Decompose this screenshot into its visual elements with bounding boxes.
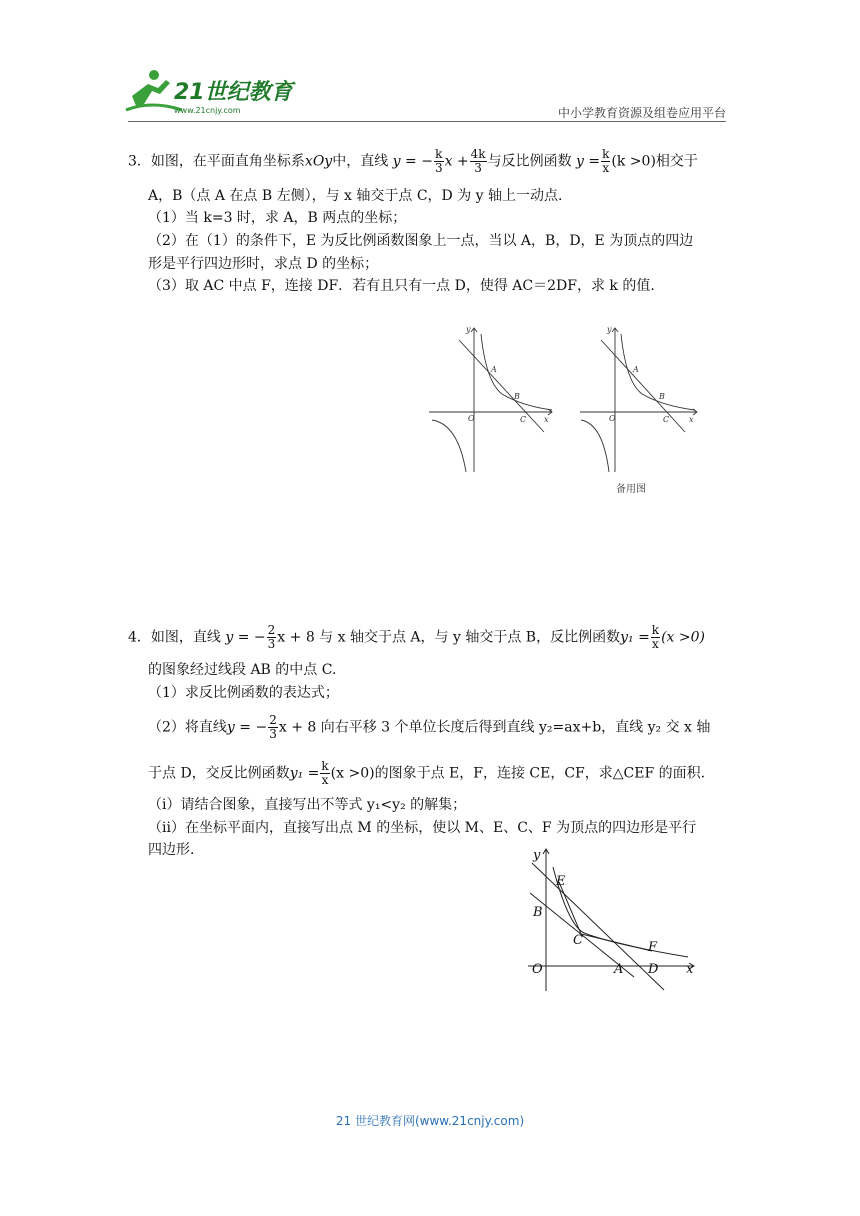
q3-fraction-4k3: [470, 148, 487, 175]
label-o: O: [468, 414, 475, 423]
q4-text: x + 8 与 x 轴交于点 A，与 y 轴交于点 B，反比例函数: [277, 629, 621, 646]
q4-prefix: 4．如图，直线: [128, 629, 221, 646]
label-e: E: [556, 874, 566, 889]
q3-coord-system: xOy: [304, 153, 333, 170]
label-c: C: [573, 933, 583, 948]
q3-prefix: 3．如图，在平面直角坐标系: [128, 153, 305, 170]
q4-eq-part: (x >0): [661, 629, 705, 646]
label-o: O: [532, 962, 543, 977]
hyperbola-branch-3: [581, 420, 609, 472]
q3-line-1: [128, 148, 698, 175]
q3-frac-num: k: [602, 147, 610, 161]
q3-frac-num: 4k: [470, 147, 486, 161]
q4-eq-part: y = −: [225, 629, 266, 646]
q4-part-ii: （ii）在坐标平面内，直接写出点 M 的坐标，使以 M、E、C、F 为顶点的四边形是平行: [148, 820, 697, 836]
label-d: D: [648, 962, 659, 977]
q3-figure-main: [424, 322, 559, 477]
q4-frac-num: k: [651, 623, 660, 637]
q4-eq-part: y₁ =: [289, 765, 320, 782]
q3-frac-den: 3: [474, 161, 482, 175]
line-y2: [532, 863, 664, 990]
q3-text: 中，直线: [332, 153, 389, 170]
q3-fraction-k3: [434, 148, 444, 175]
header-divider: [128, 121, 726, 122]
spare-figure-caption: 备用图: [616, 484, 646, 495]
q4-frac-num: 2: [267, 623, 276, 637]
q4-figure: [526, 845, 706, 995]
q4-line-2: 的图象经过线段 AB 的中点 C.: [148, 662, 337, 678]
header-right-text: 中小学教育资源及组卷应用平台: [557, 106, 726, 120]
q4-text: 于点 D，交反比例函数: [148, 765, 290, 782]
q4-text: (x >0)的图象于点 E，F，连接 CE，CF，求△CEF 的面积.: [330, 765, 706, 782]
q3-part-2: （2）在（1）的条件下，E 为反比例函数图象上一点，当以 A，B，D，E 为顶点的四边: [148, 233, 694, 249]
q4-part-2-cont: [148, 760, 705, 787]
q4-fraction-23: [268, 714, 278, 741]
q3-eq-part: y =: [576, 153, 601, 170]
q4-fraction-kx: [320, 760, 329, 787]
q4-part-ii-cont: 四边形.: [148, 842, 195, 858]
q3-part-2-cont: 形是平行四边形时，求点 D 的坐标；: [148, 256, 379, 272]
q4-text: （2）将直线: [148, 719, 227, 736]
q3-frac-den: x: [602, 161, 610, 175]
q3-fraction-kx: [601, 148, 610, 175]
q3-part-1: （1）当 k=3 时，求 A，B 两点的坐标；: [148, 210, 407, 226]
q4-part-1: （1）求反比例函数的表达式；: [148, 685, 339, 701]
q4-frac-num: k: [321, 759, 329, 773]
q3-text: 与反比例函数: [487, 153, 572, 170]
footer-text: 21 世纪教育网(www.21cnjy.com): [335, 1114, 525, 1128]
q4-fraction-23: [267, 624, 277, 651]
label-y: y: [533, 848, 541, 863]
q4-eq-part: y = −: [226, 719, 268, 736]
q4-frac-num: 2: [269, 713, 277, 727]
logo-url: www.21cnjy.com: [174, 106, 241, 115]
label-x: x: [686, 962, 694, 977]
q3-text: (k >0)相交于: [611, 153, 698, 170]
q4-fraction-kx: [651, 624, 660, 651]
label-x: x: [544, 415, 549, 424]
q3-frac-num: k: [435, 147, 443, 161]
q4-part-2: [148, 714, 710, 741]
label-a: A: [491, 365, 497, 374]
q3-eq-part: y = −: [392, 153, 433, 170]
q4-frac-den: x: [321, 773, 329, 787]
q4-frac-den: x: [652, 637, 659, 651]
label-y: y: [607, 325, 612, 334]
q4-part-i: （i）请结合图象，直接写出不等式 y₁<y₂ 的解集；: [148, 797, 467, 813]
label-f: F: [648, 940, 658, 955]
q4-eq-part: y₁ =: [620, 629, 650, 646]
label-a: A: [614, 962, 624, 977]
label-b: B: [659, 392, 665, 401]
label-b: B: [533, 905, 543, 920]
label-x: x: [689, 415, 694, 424]
site-logo: [122, 66, 322, 118]
q3-part-3: （3）取 AC 中点 F，连接 DF．若有且只有一点 D，使得 AC＝2DF，求 k 的值.: [148, 278, 655, 294]
q3-frac-den: 3: [434, 161, 443, 175]
q3-eq-part: x +: [444, 153, 469, 170]
q4-line-1: [128, 624, 705, 651]
q4-frac-den: 3: [267, 637, 276, 651]
q4-text: x + 8 向右平移 3 个单位长度后得到直线 y₂=ax+b，直线 y₂ 交 x 轴: [278, 719, 711, 736]
label-o: O: [609, 414, 616, 423]
label-a: A: [633, 365, 639, 374]
label-b: B: [514, 392, 520, 401]
label-c: C: [663, 415, 670, 424]
label-c: C: [520, 415, 527, 424]
hyperbola-branch-3: [432, 420, 466, 472]
q3-line-2: A，B（点 A 在点 B 左侧），与 x 轴交于点 C，D 为 y 轴上一动点.: [148, 188, 563, 204]
q3-figure-spare: [575, 322, 710, 477]
label-y: y: [466, 325, 471, 334]
logo-text: 21世纪教育: [174, 80, 293, 105]
q4-frac-den: 3: [269, 727, 277, 741]
